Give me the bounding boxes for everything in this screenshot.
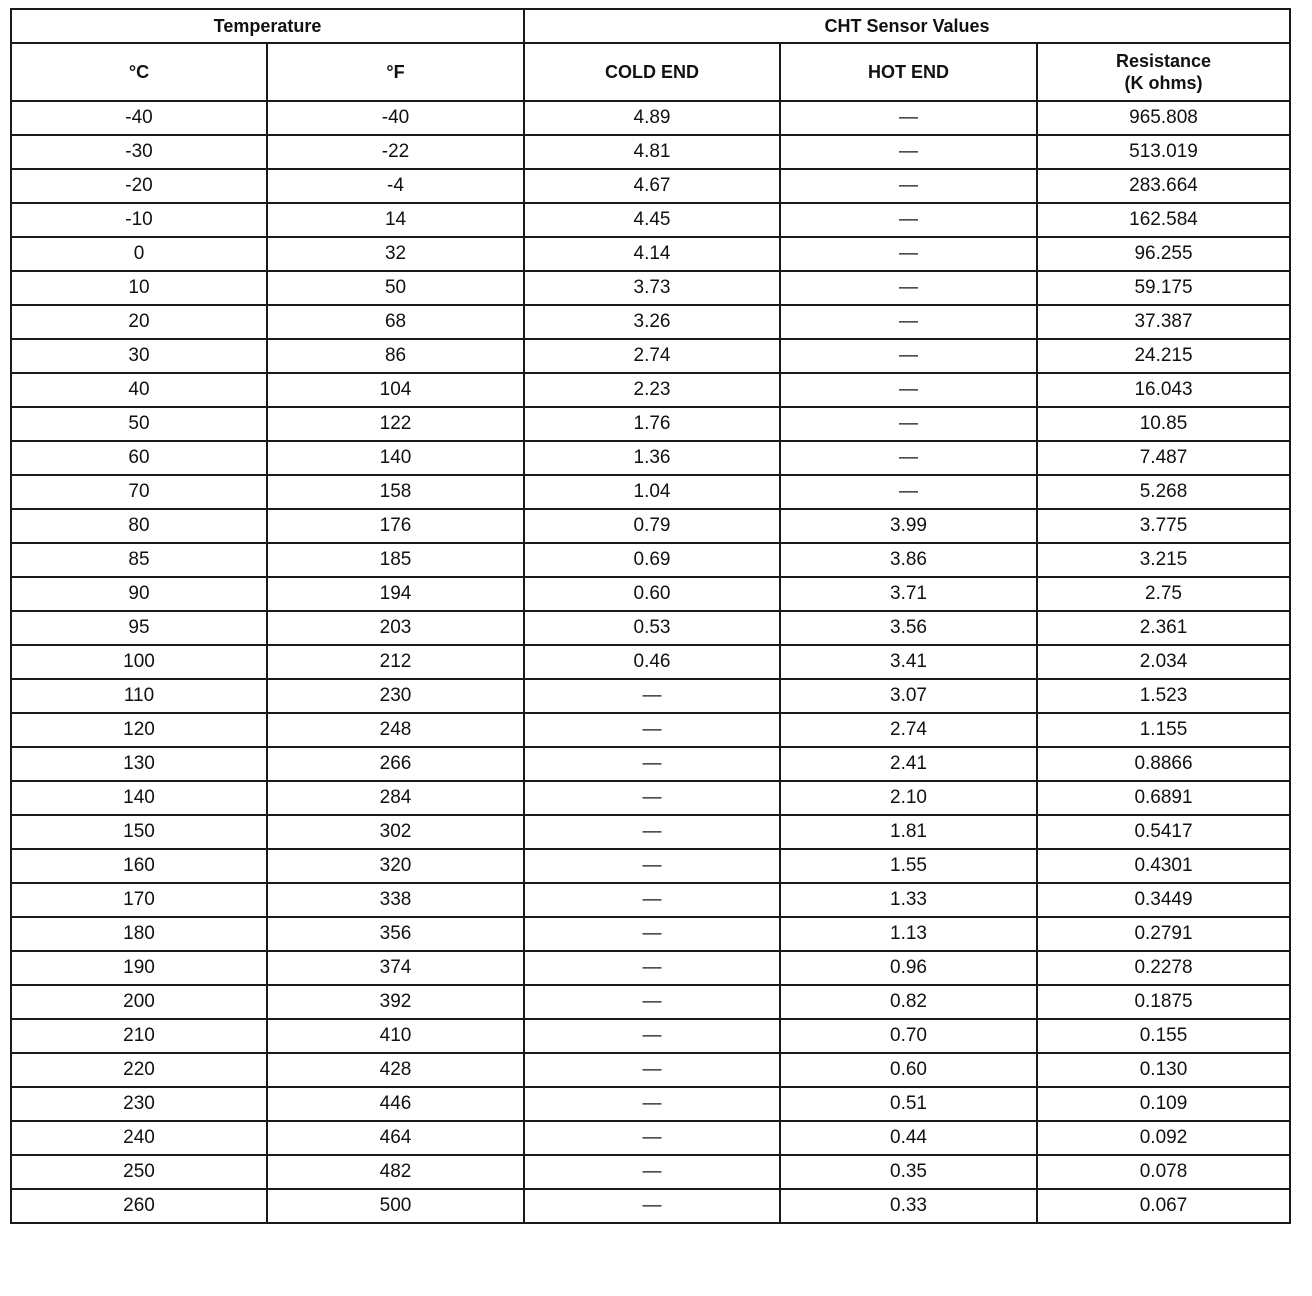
table-row xyxy=(11,747,1290,781)
cold-end-cell: — xyxy=(524,713,780,747)
cold-end-cell: — xyxy=(524,1053,780,1087)
hot-end-cell: — xyxy=(780,339,1037,373)
hot-end-column-header xyxy=(780,43,1037,101)
resistance-cell: 1.523 xyxy=(1037,679,1290,713)
fahrenheit-cell: 158 xyxy=(267,475,524,509)
table-row xyxy=(11,135,1290,169)
cold-end-cell: — xyxy=(524,679,780,713)
hot-end-cell: 1.13 xyxy=(780,917,1037,951)
fahrenheit-cell: 320 xyxy=(267,849,524,883)
fahrenheit-cell: 104 xyxy=(267,373,524,407)
hot-end-cell: 2.74 xyxy=(780,713,1037,747)
table-row xyxy=(11,1121,1290,1155)
celsius-cell: 220 xyxy=(11,1053,267,1087)
table-row xyxy=(11,1155,1290,1189)
resistance-cell: 0.078 xyxy=(1037,1155,1290,1189)
fahrenheit-cell: 428 xyxy=(267,1053,524,1087)
cht-sensor-values-group-header: CHT Sensor Values xyxy=(524,9,1290,43)
table-row xyxy=(11,577,1290,611)
fahrenheit-cell: 176 xyxy=(267,509,524,543)
hot-end-cell: 3.71 xyxy=(780,577,1037,611)
fahrenheit-column-header xyxy=(267,43,524,101)
resistance-cell: 0.2791 xyxy=(1037,917,1290,951)
celsius-cell: -10 xyxy=(11,203,267,237)
cold-end-cell: 3.73 xyxy=(524,271,780,305)
fahrenheit-cell: -40 xyxy=(267,101,524,135)
hot-end-cell: — xyxy=(780,203,1037,237)
cold-end-cell: — xyxy=(524,1019,780,1053)
resistance-header-text xyxy=(1116,50,1211,94)
cold-end-cell: 0.69 xyxy=(524,543,780,577)
table-row xyxy=(11,373,1290,407)
cold-end-cell: 3.26 xyxy=(524,305,780,339)
hot-end-cell: 1.55 xyxy=(780,849,1037,883)
celsius-cell: 130 xyxy=(11,747,267,781)
table-header xyxy=(11,9,1290,101)
hot-end-cell: — xyxy=(780,169,1037,203)
resistance-cell: 965.808 xyxy=(1037,101,1290,135)
celsius-cell: 230 xyxy=(11,1087,267,1121)
celsius-cell: -20 xyxy=(11,169,267,203)
resistance-cell: 1.155 xyxy=(1037,713,1290,747)
cht-sensor-table xyxy=(10,8,1291,1224)
fahrenheit-cell: 194 xyxy=(267,577,524,611)
hot-end-cell: 1.33 xyxy=(780,883,1037,917)
hot-end-cell: — xyxy=(780,101,1037,135)
table-row xyxy=(11,883,1290,917)
hot-end-cell: — xyxy=(780,475,1037,509)
table-row xyxy=(11,815,1290,849)
fahrenheit-cell: 68 xyxy=(267,305,524,339)
celsius-cell: 90 xyxy=(11,577,267,611)
resistance-cell: 0.3449 xyxy=(1037,883,1290,917)
table-row xyxy=(11,475,1290,509)
cold-end-cell: 4.14 xyxy=(524,237,780,271)
cold-end-cell: — xyxy=(524,747,780,781)
cold-end-cell: 0.53 xyxy=(524,611,780,645)
hot-end-cell: 0.33 xyxy=(780,1189,1037,1223)
table-row xyxy=(11,1087,1290,1121)
cold-end-cell: 0.60 xyxy=(524,577,780,611)
resistance-cell: 2.361 xyxy=(1037,611,1290,645)
celsius-column-header xyxy=(11,43,267,101)
hot-end-cell: 3.07 xyxy=(780,679,1037,713)
temperature-group-header: Temperature xyxy=(11,9,524,43)
cold-end-cell: — xyxy=(524,1155,780,1189)
resistance-header-line2: (K ohms) xyxy=(1124,73,1203,93)
hot-end-cell: — xyxy=(780,271,1037,305)
hot-end-cell: — xyxy=(780,407,1037,441)
cold-end-cell: 4.67 xyxy=(524,169,780,203)
fahrenheit-cell: 410 xyxy=(267,1019,524,1053)
cold-end-cell: — xyxy=(524,1087,780,1121)
table-row xyxy=(11,713,1290,747)
cold-end-cell: — xyxy=(524,951,780,985)
celsius-cell: 30 xyxy=(11,339,267,373)
cold-end-cell: 4.45 xyxy=(524,203,780,237)
fahrenheit-cell: 392 xyxy=(267,985,524,1019)
celsius-cell: 260 xyxy=(11,1189,267,1223)
table-body xyxy=(11,101,1290,1223)
fahrenheit-cell: 356 xyxy=(267,917,524,951)
hot-end-cell: 0.96 xyxy=(780,951,1037,985)
cold-end-cell: — xyxy=(524,985,780,1019)
group-header-row xyxy=(11,9,1290,43)
table-row xyxy=(11,203,1290,237)
fahrenheit-cell: 212 xyxy=(267,645,524,679)
resistance-cell: 513.019 xyxy=(1037,135,1290,169)
celsius-cell: 240 xyxy=(11,1121,267,1155)
resistance-cell: 2.75 xyxy=(1037,577,1290,611)
celsius-cell: 80 xyxy=(11,509,267,543)
cold-end-cell: — xyxy=(524,781,780,815)
celsius-cell: 120 xyxy=(11,713,267,747)
cold-end-cell: — xyxy=(524,883,780,917)
celsius-cell: 160 xyxy=(11,849,267,883)
hot-end-cell: 3.41 xyxy=(780,645,1037,679)
fahrenheit-cell: 32 xyxy=(267,237,524,271)
cold-end-header-label: COLD END xyxy=(605,61,700,82)
resistance-cell: 0.1875 xyxy=(1037,985,1290,1019)
fahrenheit-cell: 284 xyxy=(267,781,524,815)
table-row xyxy=(11,407,1290,441)
hot-end-header-label: HOT END xyxy=(868,61,950,82)
resistance-cell: 3.215 xyxy=(1037,543,1290,577)
resistance-cell: 37.387 xyxy=(1037,305,1290,339)
fahrenheit-cell: 302 xyxy=(267,815,524,849)
hot-end-cell: 3.99 xyxy=(780,509,1037,543)
fahrenheit-cell: -4 xyxy=(267,169,524,203)
celsius-cell: 50 xyxy=(11,407,267,441)
celsius-cell: 210 xyxy=(11,1019,267,1053)
resistance-header-line1: Resistance xyxy=(1115,51,1212,71)
cold-end-cell: 4.89 xyxy=(524,101,780,135)
resistance-column-header xyxy=(1037,43,1290,101)
resistance-cell: 162.584 xyxy=(1037,203,1290,237)
table-row xyxy=(11,611,1290,645)
fahrenheit-cell: 50 xyxy=(267,271,524,305)
celsius-cell: 140 xyxy=(11,781,267,815)
table-row xyxy=(11,509,1290,543)
table-row xyxy=(11,679,1290,713)
hot-end-cell: — xyxy=(780,305,1037,339)
hot-end-cell: 0.35 xyxy=(780,1155,1037,1189)
celsius-cell: -40 xyxy=(11,101,267,135)
hot-end-cell: 0.70 xyxy=(780,1019,1037,1053)
cold-end-cell: 0.79 xyxy=(524,509,780,543)
hot-end-cell: 1.81 xyxy=(780,815,1037,849)
celsius-cell: 70 xyxy=(11,475,267,509)
celsius-cell: 10 xyxy=(11,271,267,305)
fahrenheit-header-label: °F xyxy=(386,61,405,82)
table-row xyxy=(11,849,1290,883)
celsius-cell: 180 xyxy=(11,917,267,951)
resistance-cell: 283.664 xyxy=(1037,169,1290,203)
resistance-cell: 3.775 xyxy=(1037,509,1290,543)
celsius-cell: -30 xyxy=(11,135,267,169)
resistance-cell: 0.092 xyxy=(1037,1121,1290,1155)
hot-end-cell: 0.44 xyxy=(780,1121,1037,1155)
fahrenheit-cell: 482 xyxy=(267,1155,524,1189)
resistance-cell: 16.043 xyxy=(1037,373,1290,407)
celsius-cell: 190 xyxy=(11,951,267,985)
fahrenheit-cell: 122 xyxy=(267,407,524,441)
resistance-cell: 59.175 xyxy=(1037,271,1290,305)
celsius-header-label: °C xyxy=(128,61,150,82)
cold-end-cell: 1.04 xyxy=(524,475,780,509)
fahrenheit-cell: 203 xyxy=(267,611,524,645)
hot-end-cell: 2.41 xyxy=(780,747,1037,781)
fahrenheit-cell: 185 xyxy=(267,543,524,577)
hot-end-cell: — xyxy=(780,135,1037,169)
resistance-cell: 0.2278 xyxy=(1037,951,1290,985)
cold-end-cell: 1.36 xyxy=(524,441,780,475)
table-row xyxy=(11,169,1290,203)
hot-end-cell: 0.82 xyxy=(780,985,1037,1019)
resistance-cell: 7.487 xyxy=(1037,441,1290,475)
table-row xyxy=(11,985,1290,1019)
hot-end-cell: — xyxy=(780,441,1037,475)
resistance-cell: 24.215 xyxy=(1037,339,1290,373)
column-header-row xyxy=(11,43,1290,101)
fahrenheit-cell: 266 xyxy=(267,747,524,781)
celsius-cell: 85 xyxy=(11,543,267,577)
table-row xyxy=(11,441,1290,475)
cold-end-cell: — xyxy=(524,917,780,951)
fahrenheit-cell: 446 xyxy=(267,1087,524,1121)
resistance-cell: 0.6891 xyxy=(1037,781,1290,815)
celsius-cell: 0 xyxy=(11,237,267,271)
cold-end-cell: 0.46 xyxy=(524,645,780,679)
resistance-cell: 0.067 xyxy=(1037,1189,1290,1223)
table-row xyxy=(11,543,1290,577)
celsius-cell: 110 xyxy=(11,679,267,713)
resistance-cell: 0.130 xyxy=(1037,1053,1290,1087)
table-row xyxy=(11,237,1290,271)
resistance-cell: 2.034 xyxy=(1037,645,1290,679)
fahrenheit-cell: 230 xyxy=(267,679,524,713)
table-row xyxy=(11,781,1290,815)
resistance-cell: 5.268 xyxy=(1037,475,1290,509)
table-row xyxy=(11,645,1290,679)
celsius-cell: 100 xyxy=(11,645,267,679)
table-row xyxy=(11,271,1290,305)
celsius-cell: 200 xyxy=(11,985,267,1019)
fahrenheit-cell: 248 xyxy=(267,713,524,747)
celsius-cell: 20 xyxy=(11,305,267,339)
table-row xyxy=(11,305,1290,339)
hot-end-cell: 2.10 xyxy=(780,781,1037,815)
cold-end-cell: — xyxy=(524,1121,780,1155)
cold-end-cell: — xyxy=(524,815,780,849)
celsius-cell: 170 xyxy=(11,883,267,917)
table-row xyxy=(11,951,1290,985)
celsius-cell: 250 xyxy=(11,1155,267,1189)
hot-end-cell: 0.51 xyxy=(780,1087,1037,1121)
cold-end-cell: 2.23 xyxy=(524,373,780,407)
hot-end-cell: 0.60 xyxy=(780,1053,1037,1087)
fahrenheit-cell: 14 xyxy=(267,203,524,237)
cold-end-cell: 1.76 xyxy=(524,407,780,441)
fahrenheit-cell: 374 xyxy=(267,951,524,985)
hot-end-cell: 3.86 xyxy=(780,543,1037,577)
cold-end-cell: 4.81 xyxy=(524,135,780,169)
table-row xyxy=(11,101,1290,135)
resistance-cell: 0.5417 xyxy=(1037,815,1290,849)
resistance-cell: 10.85 xyxy=(1037,407,1290,441)
hot-end-cell: — xyxy=(780,373,1037,407)
cold-end-cell: — xyxy=(524,849,780,883)
celsius-cell: 150 xyxy=(11,815,267,849)
cold-end-cell: — xyxy=(524,1189,780,1223)
table-row xyxy=(11,1053,1290,1087)
fahrenheit-cell: 500 xyxy=(267,1189,524,1223)
table-row xyxy=(11,917,1290,951)
cold-end-column-header xyxy=(524,43,780,101)
table-row xyxy=(11,1019,1290,1053)
fahrenheit-cell: 338 xyxy=(267,883,524,917)
fahrenheit-cell: 140 xyxy=(267,441,524,475)
cold-end-cell: 2.74 xyxy=(524,339,780,373)
celsius-cell: 95 xyxy=(11,611,267,645)
hot-end-cell: — xyxy=(780,237,1037,271)
resistance-cell: 0.4301 xyxy=(1037,849,1290,883)
hot-end-cell: 3.56 xyxy=(780,611,1037,645)
fahrenheit-cell: 464 xyxy=(267,1121,524,1155)
table-row xyxy=(11,1189,1290,1223)
resistance-cell: 0.8866 xyxy=(1037,747,1290,781)
table-row xyxy=(11,339,1290,373)
fahrenheit-cell: 86 xyxy=(267,339,524,373)
resistance-cell: 0.155 xyxy=(1037,1019,1290,1053)
resistance-cell: 96.255 xyxy=(1037,237,1290,271)
fahrenheit-cell: -22 xyxy=(267,135,524,169)
resistance-cell: 0.109 xyxy=(1037,1087,1290,1121)
celsius-cell: 40 xyxy=(11,373,267,407)
celsius-cell: 60 xyxy=(11,441,267,475)
